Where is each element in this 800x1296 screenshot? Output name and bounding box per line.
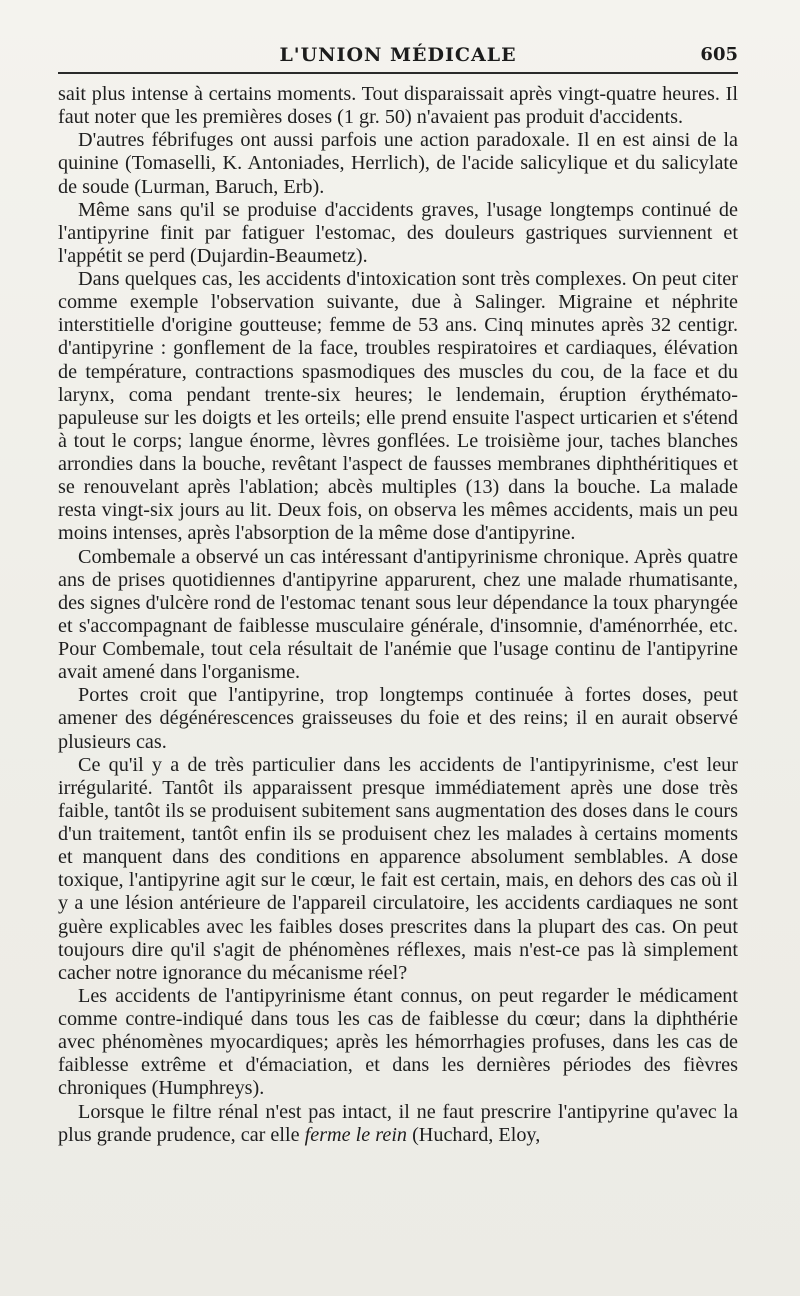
paragraph-combemale: Combemale a observé un cas intéressant d'antipyrinisme chronique. Après quatre ans de prises quotidiennes d'antipyrine apparurent, chez une malade rhumatisante, des signes d'ulcère rond de l'estomac tenant sous leur dépendance la toux pharyngée et s'accompagnant de faiblesse musculaire générale, d'insomnie, d'aménorrhée, etc. Pour Combemale, tout cela résultait de l'anémie que l'usage continu de l'antipyrine avait amené dans l'organisme. [58, 545, 738, 684]
running-header [58, 40, 738, 74]
paragraph-irregularite: Ce qu'il y a de très particulier dans les accidents de l'antipyrinisme, c'est leur irrégularité. Tantôt ils apparaissent presque immédiatement après une dose très faible, tantôt ils se produisent subitement sans augmentation des doses dans le cours d'un traitement, tantôt enfin ils se produisent chez les malades à certains moments et manquent dans des conditions en apparence absolument semblables. A dose toxique, l'antipyrine agit sur le cœur, le fait est certain, mais, en dehors des cas où il y a une lésion antérieure de l'appareil circulatoire, les accidents cardiaques ne sont guère explicables avec les faibles doses prescrites dans la plupart des cas. On peut toujours dire qu'il s'agit de phénomènes réflexes, mais n'est-ce pas là simplement cacher notre ignorance du mécanisme réel? [58, 753, 738, 984]
paragraph-estomac: Même sans qu'il se produise d'accidents graves, l'usage longtemps continué de l'antipyrine finit par fatiguer l'estomac, des douleurs gastriques surviennent et l'appétit se perd (Dujardin-Beaumetz). [58, 198, 738, 267]
header-rule [58, 72, 738, 74]
paragraph-portes: Portes croit que l'antipyrine, trop longtemps continuée à fortes doses, peut amener des dégénérescences graisseuses du foie et des reins; il en aurait observé plusieurs cas. [58, 684, 738, 753]
paragraph-continued: sait plus intense à certains moments. Tout disparaissait après vingt-quatre heures. Il faut noter que les premières doses (1 gr. 50) n'avaient pas produit d'accidents. [58, 83, 738, 129]
paragraph-salinger: Dans quelques cas, les accidents d'intoxication sont très complexes. On peut citer comme exemple l'observation suivante, due à Salinger. Migraine et néphrite interstitielle d'origine goutteuse; femme de 53 ans. Cinq minutes après 32 centigr. d'antipyrine : gonflement de la face, troubles respiratoires et cardiaques, élévation de température, contractions spasmodiques des muscles du cou, de la face et du larynx, coma pendant trente-six heures; le lendemain, éruption érythémato-papuleuse sur les doigts et les orteils; elle prend ensuite l'aspect urticarien et s'étend à tout le corps; langue énorme, lèvres gonflées. Le troisième jour, taches blanches arrondies dans la bouche, revêtant l'aspect de fausses membranes diphthéritiques et se renouvelant après l'ablation; abcès multiples (13) dans la bouche. La malade resta vingt-six jours au lit. Deux fois, on observa les mêmes accidents, mais un peu moins intenses, après l'absorption de la même dose d'antipyrine. [58, 268, 738, 545]
page-number: 605 [700, 44, 738, 65]
body-text [58, 83, 738, 1147]
journal-title: L'UNION MÉDICALE [279, 44, 517, 66]
paragraph-text-start: Lorsque le filtre rénal n'est pas intact, il ne faut prescrire l'antipyrine qu'avec la plus grande prudence, car elle [58, 1100, 738, 1146]
italic-phrase: ferme le rein [304, 1123, 408, 1146]
paragraph-contre-indications: Les accidents de l'antipyrinisme étant connus, on peut regarder le médicament comme contre-indiqué dans tous les cas de faiblesse du cœur; dans la diphthérie avec phénomènes myocardiques; après les hémorrhagies profuses, dans les cas de faiblesse extrême et d'émaciation, et dans les dernières périodes des fièvres chroniques (Humphreys). [58, 984, 738, 1100]
paragraph-filtre-renal [58, 1101, 738, 1147]
paragraph-febrifuges: D'autres fébrifuges ont aussi parfois une action paradoxale. Il en est ainsi de la quinine (Tomaselli, K. Antoniades, Herrlich), de l'acide salicylique et du salicylate de soude (Lurman, Baruch, Erb). [58, 129, 738, 198]
paragraph-text-end: (Huchard, Eloy, [407, 1123, 541, 1146]
